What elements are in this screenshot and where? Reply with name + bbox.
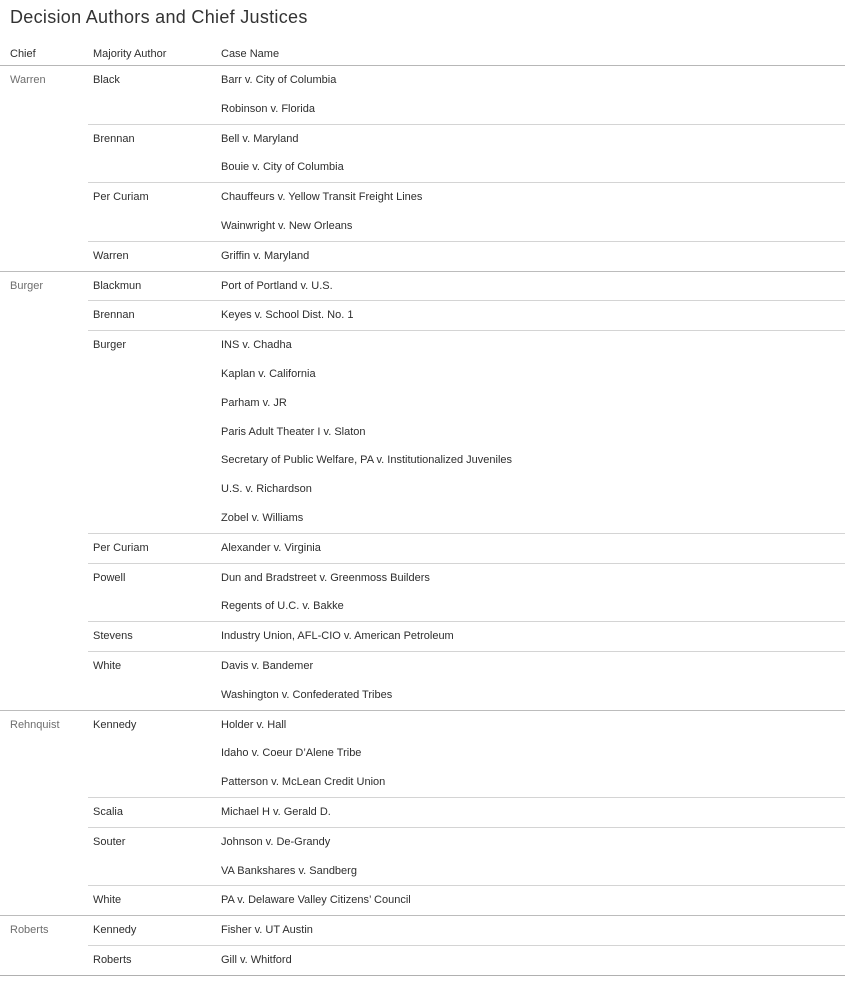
chief-cell[interactable]: Roberts: [10, 924, 49, 937]
author-group: [88, 797, 845, 827]
case-cell[interactable]: Secretary of Public Welfare, PA v. Institutionalized Juveniles: [221, 454, 513, 467]
case-list: [216, 886, 845, 915]
case-cell[interactable]: Holder v. Hall: [221, 718, 287, 731]
author-groups: [88, 272, 845, 710]
case-list: [216, 331, 845, 533]
author-cell[interactable]: White: [93, 894, 122, 907]
case-list: [216, 828, 845, 886]
author-cell[interactable]: Brennan: [93, 132, 135, 145]
case-list: [216, 183, 845, 241]
page-title: Decision Authors and Chief Justices: [10, 7, 308, 27]
column-header-majority-author: Majority Author: [93, 48, 167, 60]
author-cell[interactable]: Warren: [93, 249, 129, 262]
case-cell[interactable]: Kaplan v. California: [221, 367, 316, 380]
case-cell[interactable]: Paris Adult Theater I v. Slaton: [221, 425, 366, 438]
author-cell[interactable]: White: [93, 659, 122, 672]
author-group: [88, 330, 845, 533]
author-cell[interactable]: Burger: [93, 339, 127, 352]
column-header-chief: Chief: [10, 48, 36, 60]
case-cell[interactable]: Fisher v. UT Austin: [221, 924, 313, 937]
case-cell[interactable]: Alexander v. Virginia: [221, 541, 321, 554]
author-cell[interactable]: Scalia: [93, 805, 123, 818]
chief-group-roberts: [0, 915, 845, 975]
author-groups: [88, 66, 845, 271]
case-cell[interactable]: Michael H v. Gerald D.: [221, 805, 331, 818]
author-cell[interactable]: Powell: [93, 571, 126, 584]
case-cell[interactable]: U.S. v. Richardson: [221, 483, 312, 496]
author-group: [88, 711, 845, 797]
case-cell[interactable]: Griffin v. Maryland: [221, 249, 310, 262]
case-cell[interactable]: Port of Portland v. U.S.: [221, 279, 333, 292]
case-cell[interactable]: INS v. Chadha: [221, 339, 292, 352]
column-header-case-name: Case Name: [221, 48, 280, 60]
author-cell[interactable]: Brennan: [93, 309, 135, 322]
case-list: [216, 66, 845, 124]
author-cell[interactable]: Roberts: [93, 953, 132, 966]
author-group: [88, 124, 845, 183]
case-cell[interactable]: Davis v. Bandemer: [221, 659, 314, 672]
chief-group-warren: [0, 66, 845, 271]
author-group: [88, 533, 845, 563]
case-cell[interactable]: Barr v. City of Columbia: [221, 74, 337, 86]
author-group: [88, 272, 845, 301]
case-cell[interactable]: Johnson v. De-Grandy: [221, 835, 331, 848]
table-body: [0, 66, 845, 976]
author-group: [88, 563, 845, 622]
table-bottom-border: [0, 975, 845, 976]
case-cell[interactable]: Wainwright v. New Orleans: [221, 219, 353, 232]
chief-cell[interactable]: Warren: [10, 74, 46, 86]
case-list: [216, 534, 845, 563]
case-cell[interactable]: Idaho v. Coeur D’Alene Tribe: [221, 747, 362, 760]
author-cell[interactable]: Stevens: [93, 630, 133, 643]
case-cell[interactable]: Parham v. JR: [221, 396, 287, 409]
author-group: [88, 827, 845, 886]
author-cell[interactable]: Souter: [93, 835, 126, 848]
case-cell[interactable]: VA Bankshares v. Sandberg: [221, 864, 357, 877]
case-list: [216, 798, 845, 827]
author-group: [88, 651, 845, 710]
case-list: [216, 711, 845, 797]
case-list: [216, 301, 845, 330]
case-list: [216, 272, 845, 301]
chief-cell[interactable]: Burger: [10, 279, 44, 292]
case-list: [216, 946, 845, 975]
case-list: [216, 622, 845, 651]
author-group: [88, 885, 845, 915]
author-cell[interactable]: Per Curiam: [93, 191, 149, 204]
case-cell[interactable]: Bell v. Maryland: [221, 132, 299, 145]
case-cell[interactable]: Regents of U.C. v. Bakke: [221, 600, 344, 613]
author-group: [88, 66, 845, 124]
case-cell[interactable]: Bouie v. City of Columbia: [221, 161, 344, 174]
case-list: [216, 652, 845, 710]
case-list: [216, 916, 845, 945]
author-cell[interactable]: Kennedy: [93, 924, 137, 937]
case-list: [216, 125, 845, 183]
author-cell[interactable]: Per Curiam: [93, 541, 149, 554]
case-cell[interactable]: Washington v. Confederated Tribes: [221, 688, 393, 701]
case-cell[interactable]: Keyes v. School Dist. No. 1: [221, 309, 354, 322]
author-group: [88, 621, 845, 651]
author-cell[interactable]: Blackmun: [93, 279, 142, 292]
author-group: [88, 916, 845, 945]
case-cell[interactable]: PA v. Delaware Valley Citizens’ Council: [221, 894, 411, 907]
author-cell[interactable]: Kennedy: [93, 718, 137, 731]
case-cell[interactable]: Industry Union, AFL-CIO v. American Petroleum: [221, 630, 454, 643]
column-headers: [0, 45, 845, 66]
case-list: [216, 242, 845, 271]
case-cell[interactable]: Chauffeurs v. Yellow Transit Freight Lines: [221, 191, 423, 204]
case-cell[interactable]: Zobel v. Williams: [221, 511, 304, 524]
author-group: [88, 241, 845, 271]
chief-group-rehnquist: [0, 710, 845, 916]
chief-cell[interactable]: Rehnquist: [10, 718, 60, 731]
case-cell[interactable]: Robinson v. Florida: [221, 102, 315, 115]
case-list: [216, 564, 845, 622]
author-group: [88, 945, 845, 975]
case-cell[interactable]: Patterson v. McLean Credit Union: [221, 776, 386, 789]
case-cell[interactable]: Gill v. Whitford: [221, 953, 292, 966]
case-cell[interactable]: Dun and Bradstreet v. Greenmoss Builders: [221, 571, 430, 584]
author-groups: [88, 916, 845, 975]
author-group: [88, 182, 845, 241]
chief-group-burger: [0, 271, 845, 710]
author-group: [88, 300, 845, 330]
author-cell[interactable]: Black: [93, 74, 120, 86]
author-groups: [88, 711, 845, 916]
